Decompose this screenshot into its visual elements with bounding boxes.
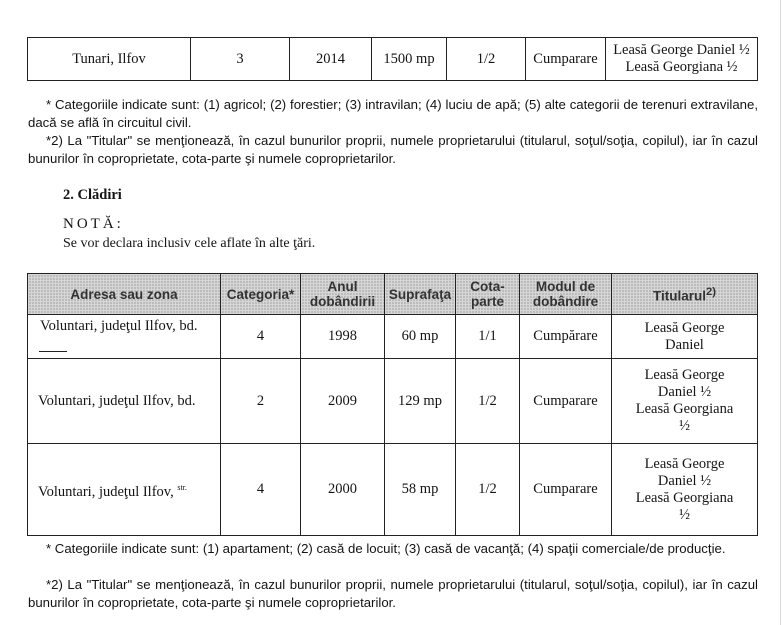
- header-address: Adresa sau zona: [28, 274, 221, 315]
- header-year: Anul dobândirii: [301, 274, 385, 315]
- building-year: 2000: [301, 444, 385, 536]
- land-holder-line: Leasă George Daniel ½: [613, 42, 750, 58]
- land-address: Tunari, Ilfov: [28, 38, 191, 81]
- building-mode: Cumparare: [520, 359, 612, 444]
- land-year: 2014: [290, 38, 372, 81]
- building-address: Voluntari, judeţul Ilfov, $^{str.}$: [28, 444, 221, 536]
- building-note-holder: *2) La "Titular" se menţionează, în cazul bunurilor proprii, numele proprietarului (titularul, soţul/soţia, copilul), iar în cazul bunurilor în coproprietate, cota-parte şi numele coproprietarilor.: [28, 577, 758, 610]
- building-share: 1/1: [456, 315, 520, 359]
- land-holders: [606, 38, 758, 81]
- building-holder: Leasă George Daniel: [612, 315, 758, 359]
- table-row: [28, 38, 758, 81]
- building-year: 2009: [301, 359, 385, 444]
- building-share: 1/2: [456, 359, 520, 444]
- building-address: Voluntari, judeţul Ilfov, bd.: [28, 315, 221, 359]
- page-edge-line: [780, 0, 781, 625]
- header-holder: Titularul$^{2)}$: [612, 274, 758, 315]
- land-holder-line: Leasă Georgiana ½: [625, 59, 738, 75]
- table-row: [28, 315, 758, 359]
- table-row: [28, 359, 758, 444]
- building-mode: Cumparare: [520, 444, 612, 536]
- land-note-holder: *2) La "Titular" se menţionează, în cazul bunurilor proprii, numele proprietarului (titularul, soţul/soţia, copilul), iar în cazul bunurilor în coproprietate, cota-parte şi numele coproprietarilor.: [28, 133, 758, 166]
- header-category: Categoria*: [221, 274, 301, 315]
- header-mode: Modul de dobândire: [520, 274, 612, 315]
- building-category: 2: [221, 359, 301, 444]
- address-underline: [39, 351, 67, 352]
- nota-label: NOTĂ:: [63, 216, 124, 232]
- buildings-table: [27, 273, 758, 536]
- building-category: 4: [221, 444, 301, 536]
- land-share: 1/2: [447, 38, 526, 81]
- address-trail: str.: [177, 482, 187, 492]
- land-mode: Cumparare: [526, 38, 606, 81]
- building-address: Voluntari, judeţul Ilfov, bd.: [28, 359, 221, 444]
- land-table: [27, 37, 758, 81]
- building-share: 1/2: [456, 444, 520, 536]
- building-area: 58 mp: [385, 444, 456, 536]
- header-area: Suprafaţa: [385, 274, 456, 315]
- building-mode: Cumpărare: [520, 315, 612, 359]
- land-note-categories: * Categoriile indicate sunt: (1) agricol; (2) forestier; (3) intravilan; (4) luciu de apă; (5) alte categorii de terenuri extravilane, dacă se află în circuitul civil.: [28, 97, 758, 130]
- table-header-row: [28, 274, 758, 315]
- table-row: [28, 444, 758, 536]
- building-area: 60 mp: [385, 315, 456, 359]
- building-holder: Leasă George Daniel ½ Leasă Georgiana ½: [612, 359, 758, 444]
- section-title: 2. Clădiri: [63, 187, 122, 203]
- building-note-categories: * Categoriile indicate sunt: (1) apartament; (2) casă de locuit; (3) casă de vacanţă; (4) spaţii comerciale/de producţie.: [46, 541, 726, 556]
- nota-text: Se vor declara inclusiv cele aflate în alte ţări.: [63, 236, 316, 251]
- header-share: Cota- parte: [456, 274, 520, 315]
- land-category: 3: [191, 38, 290, 81]
- building-area: 129 mp: [385, 359, 456, 444]
- building-year: 1998: [301, 315, 385, 359]
- land-area: 1500 mp: [372, 38, 447, 81]
- building-category: 4: [221, 315, 301, 359]
- building-holder: Leasă George Daniel ½ Leasă Georgiana ½: [612, 444, 758, 536]
